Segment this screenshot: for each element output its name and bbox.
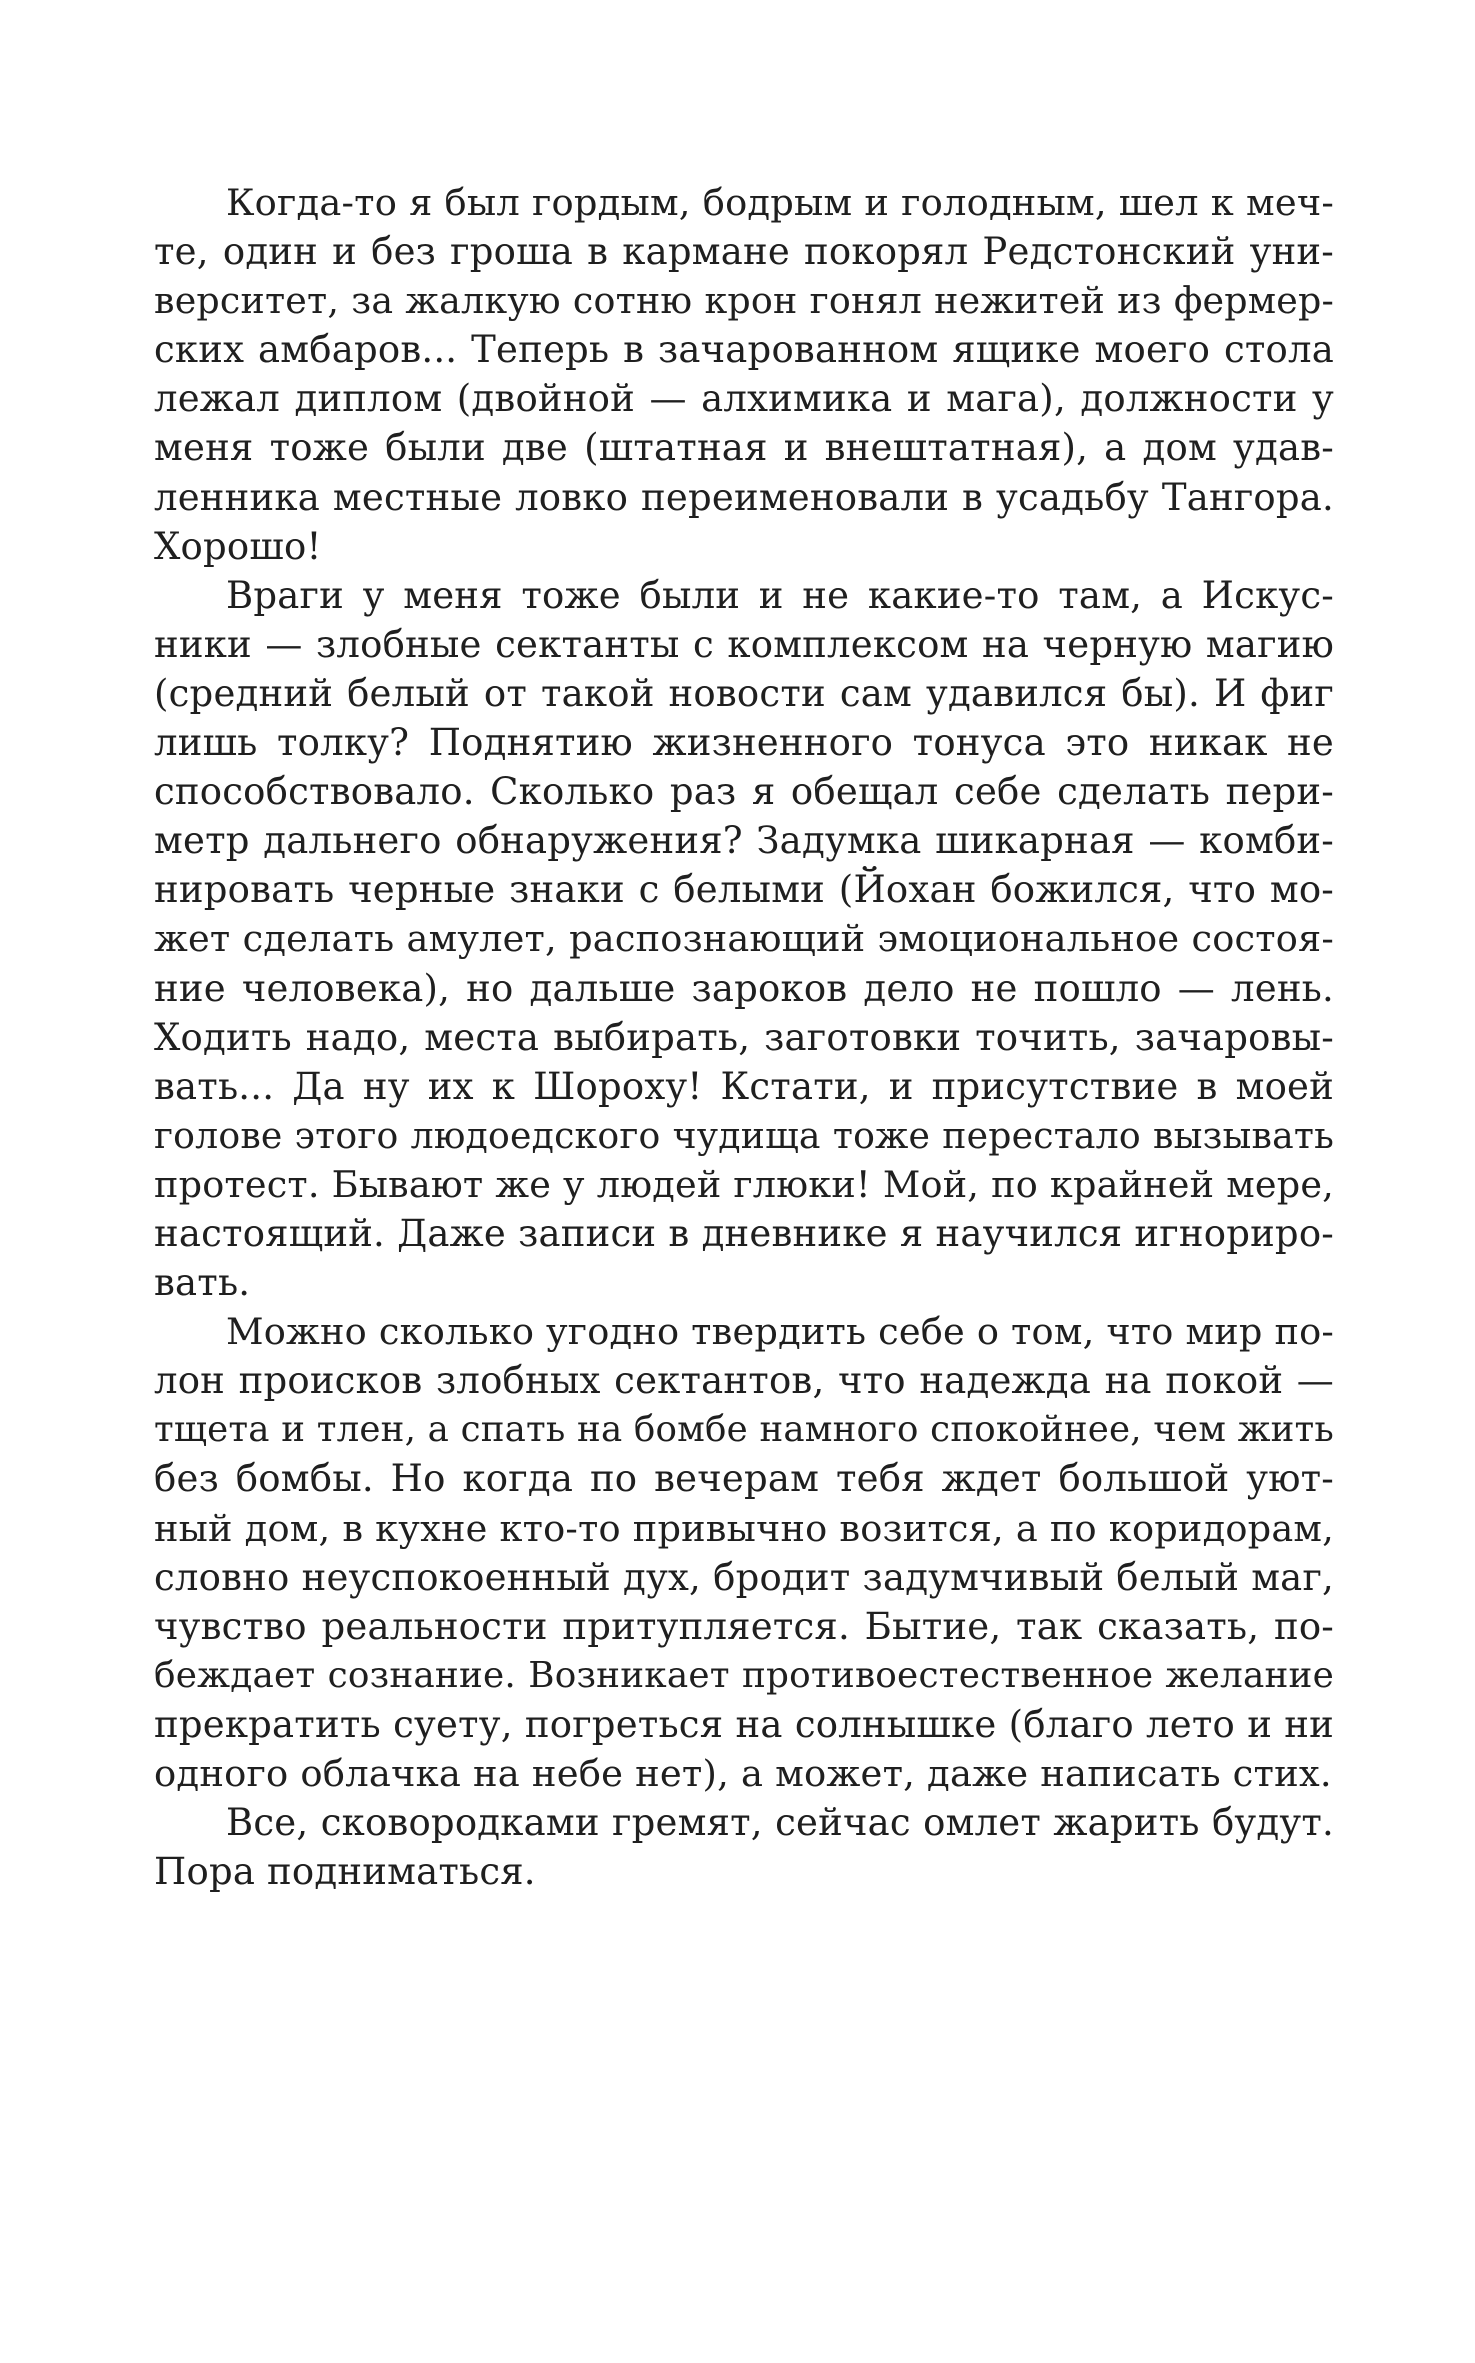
body-text (154, 178, 1334, 1896)
text-line: словно неуспокоенный дух, бродит задумчивый белый маг, (154, 1555, 1334, 1599)
text-line: вать... Да ну их к Шороху! Кстати, и присутствие в моей (154, 1064, 1334, 1108)
text-line: Все, сковородками гремят, сейчас омлет жарить будут. (226, 1801, 1334, 1845)
text-line: способствовало. Сколько раз я обещал себе сделать пери- (154, 770, 1334, 814)
text-line: протест. Бывают же у людей глюки! Мой, по крайней мере, (154, 1162, 1334, 1206)
text-line: чувство реальности притупляется. Бытие, так сказать, по- (154, 1604, 1334, 1648)
text-line: одного облачка на небе нет), а может, даже написать стих. (154, 1752, 1332, 1795)
text-line: ники — злобные сектанты с комплексом на черную магию (154, 622, 1334, 666)
text-line: ских амбаров... Теперь в зачарованном ящике моего стола (154, 328, 1334, 372)
text-line: Пора подниматься. (154, 1850, 536, 1894)
text-line: без бомбы. Но когда по вечерам тебя ждет большой уют- (154, 1457, 1334, 1501)
text-line: лишь толку? Поднятию жизненного тонуса это никак не (154, 721, 1334, 765)
text-line: ние человека), но дальше зароков дело не пошло — лень. (154, 966, 1334, 1010)
text-line: лон происков злобных сектантов, что надежда на покой — (154, 1359, 1334, 1403)
text-line: настоящий. Даже записи в дневнике я научился игнориро- (154, 1211, 1334, 1255)
text-line: верситет, за жалкую сотню крон гонял нежитей из фермер- (154, 279, 1334, 323)
text-line: Хорошо! (154, 524, 322, 568)
text-line: Ходить надо, места выбирать, заготовки точить, зачаровы- (154, 1015, 1334, 1059)
text-line: прекратить суету, погреться на солнышке (благо лето и ни (154, 1702, 1334, 1746)
text-line: голове этого людоедского чудища тоже перестало вызывать (154, 1113, 1334, 1157)
text-line: Когда-то я был гордым, бодрым и голодным, шел к меч- (226, 181, 1334, 224)
text-line: вать. (154, 1261, 251, 1305)
text-line: метр дальнего обнаружения? Задумка шикарная — комби- (154, 819, 1334, 863)
text-line: те, один и без гроша в кармане покорял Редстонский уни- (154, 230, 1334, 274)
text-line: ленника местные ловко переименовали в усадьбу Тангора. (154, 475, 1334, 519)
text-line: (средний белый от такой новости сам удавился бы). И фиг (154, 671, 1334, 715)
text-line: Враги у меня тоже были и не какие-то там, а Искус- (226, 573, 1334, 617)
text-line: ный дом, в кухне кто-то привычно возится, а по коридорам, (154, 1506, 1334, 1550)
text-line: тщета и тлен, а спать на бомбе намного спокойнее, чем жить (154, 1409, 1334, 1451)
text-line: лежал диплом (двойной — алхимика и мага), должности у (154, 377, 1334, 421)
text-line: меня тоже были две (штатная и внештатная), а дом удав- (154, 426, 1334, 470)
text-line: беждает сознание. Возникает противоестественное желание (154, 1654, 1334, 1696)
text-line: Можно сколько угодно твердить себе о том, что мир по- (226, 1310, 1334, 1354)
text-line: жет сделать амулет, распознающий эмоциональное состоя- (154, 917, 1334, 961)
text-line: нировать черные знаки с белыми (Йохан божился, что мо- (154, 868, 1334, 912)
